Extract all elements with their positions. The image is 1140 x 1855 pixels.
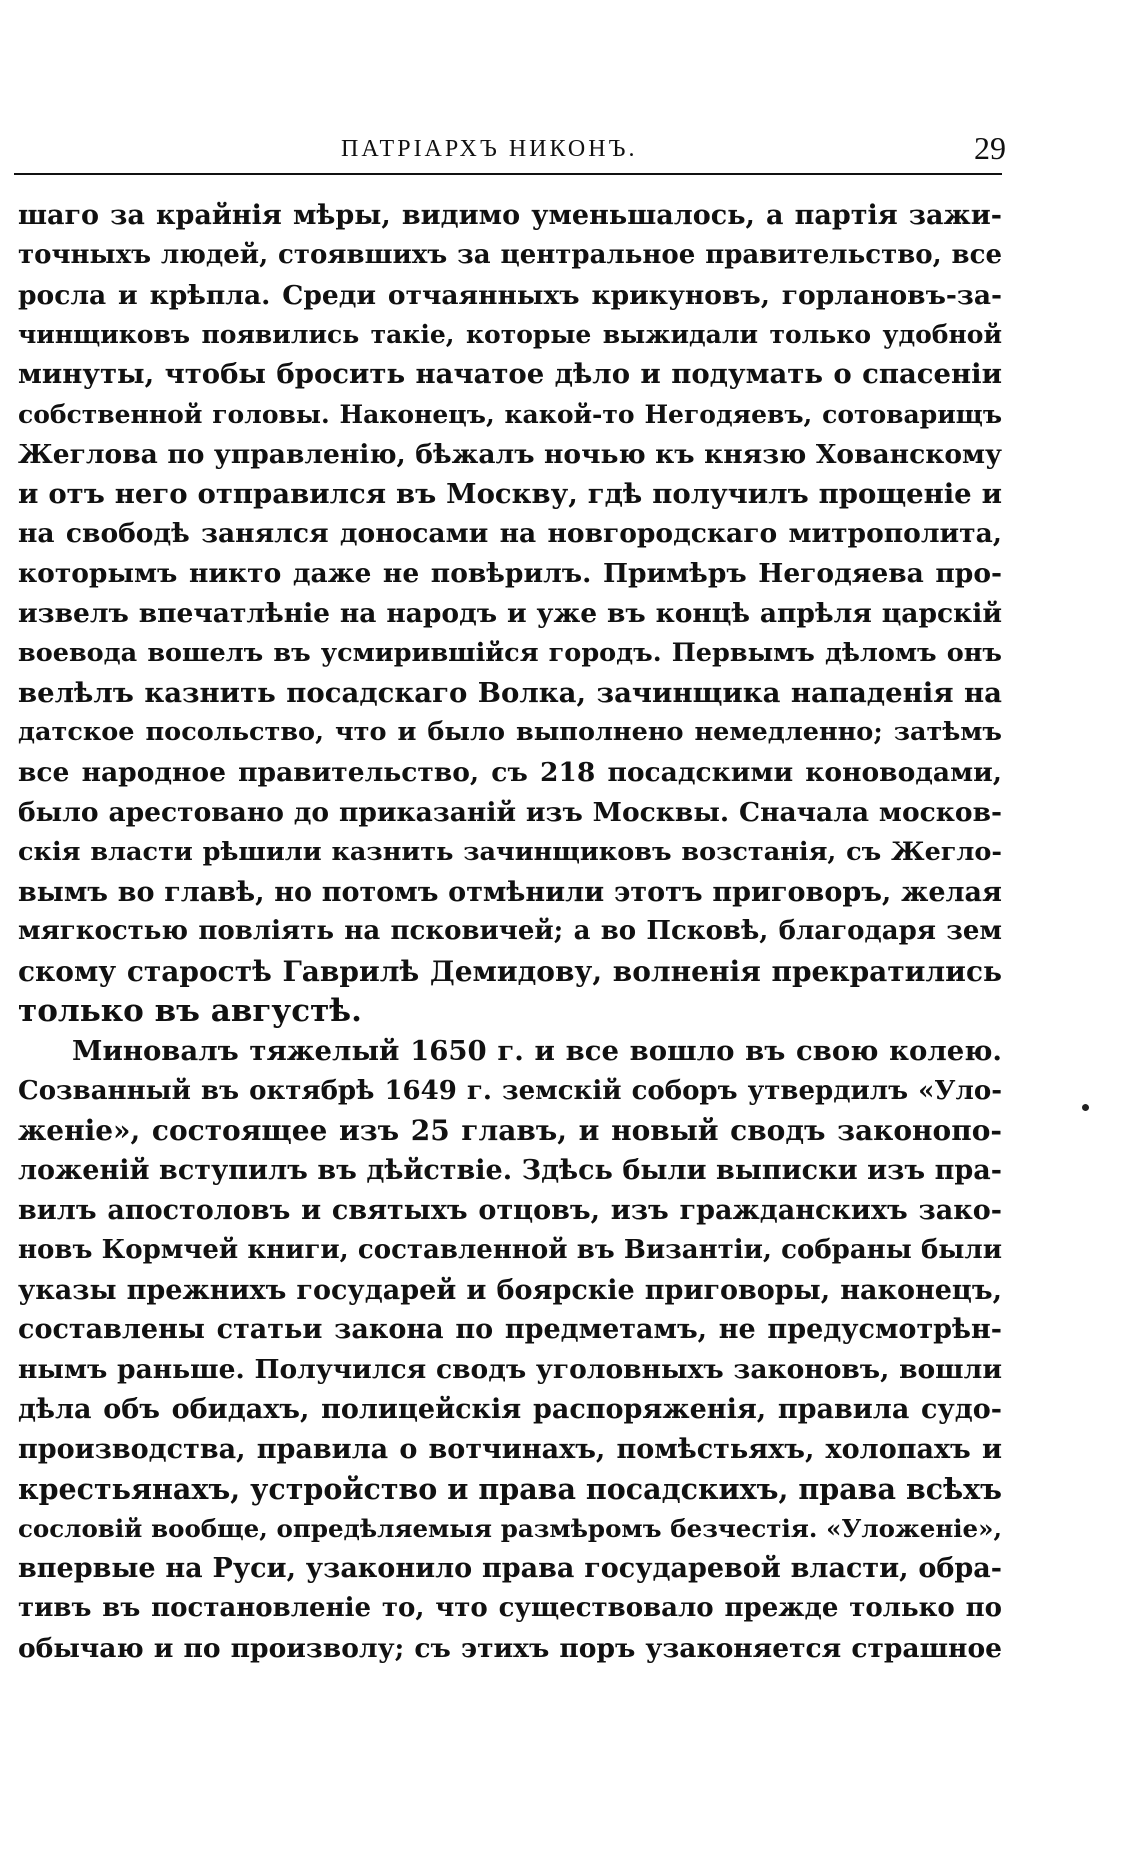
paragraph-2: [18, 1032, 1002, 1669]
text-line: минуты, чтобы бросить начатое дѣло и подумать о спасеніи: [18, 358, 1002, 391]
text-line: мягкостью повліять на псковичей; а во Псковѣ, благодаря зем: [18, 916, 1002, 947]
text-line: велѣлъ казнить посадскаго Волка, зачинщика нападенія на: [18, 676, 1002, 709]
text-line: женіе», состоящее изъ 25 главъ, и новый сводъ законопо-: [18, 1114, 1002, 1148]
text-line: указы прежнихъ государей и боярскіе приговоры, наконецъ,: [18, 1274, 1002, 1306]
text-line: было арестовано до приказаній изъ Москвы. Сначала москов-: [18, 796, 1002, 828]
text-line: скія власти рѣшили казнить зачинщиковъ возстанія, съ Жегло-: [18, 836, 1002, 867]
text-line: все народное правительство, съ 218 посадскими коноводами,: [18, 757, 1002, 789]
text-line: скому старостѣ Гаврилѣ Демидову, волненія прекратились: [18, 955, 1002, 989]
text-line: Жеглова по управленію, бѣжалъ ночью къ князю Хованскому: [18, 438, 1002, 470]
text-line: крестьянахъ, устройство и права посадскихъ, права всѣхъ: [18, 1471, 1002, 1506]
text-line: только въ августѣ.: [18, 992, 362, 1029]
text-line: и отъ него отправился въ Москву, гдѣ получилъ прощеніе и: [18, 477, 1002, 510]
text-line: Созванный въ октябрѣ 1649 г. земскій соборъ утвердилъ «Уло-: [18, 1075, 1002, 1106]
text-line: вымъ во главѣ, но потомъ отмѣнили этотъ приговоръ, желая: [18, 876, 1002, 908]
text-line: обычаю и по произволу; съ этихъ поръ узаконяется страшное: [18, 1632, 1002, 1664]
text-line: датское посольство, что и было выполнено немедленно; затѣмъ: [18, 717, 1002, 748]
text-line: воевода вошелъ въ усмирившійся городъ. Первымъ дѣломъ онъ: [18, 637, 1002, 668]
text-line: тивъ въ постановленіе то, что существовало прежде только по: [18, 1592, 1002, 1623]
text-line: которымъ никто даже не повѣрилъ. Примѣръ Негодяева про-: [18, 558, 1002, 590]
text-line: точныхъ людей, стоявшихъ за центральное правительство, все: [18, 239, 1002, 270]
text-line: впервые на Руси, узаконило права государевой власти, обра-: [18, 1553, 1002, 1585]
text-line: росла и крѣпла. Среди отчаянныхъ крикуновъ, горлановъ-за-: [18, 279, 1002, 311]
text-line: новъ Кормчей книги, составленной въ Византіи, собраны были: [18, 1234, 1002, 1265]
text-line: нымъ раньше. Получился сводъ уголовныхъ законовъ, вошли: [18, 1354, 1002, 1386]
text-line: собственной головы. Наконецъ, какой-то Негодяевъ, сотоварищъ: [18, 399, 1002, 429]
text-line: шаго за крайнія мѣры, видимо уменьшалось, а партія зажи-: [18, 200, 1002, 231]
header-rule: [14, 173, 1002, 175]
body-text: [18, 196, 1002, 1668]
running-title: ПАТРІАРХЪ НИКОНЪ.: [341, 136, 638, 162]
text-line: ложеній вступилъ въ дѣйствіе. Здѣсь были выписки изъ пра-: [18, 1155, 1002, 1187]
paragraph-1: [18, 196, 1002, 1032]
text-line: сословій вообще, опредѣляемыя размѣромъ безчестія. «Уложеніе»,: [18, 1514, 1002, 1544]
text-line: производства, правила о вотчинахъ, помѣстьяхъ, холопахъ и: [18, 1433, 1002, 1465]
ink-speck: [1081, 1103, 1090, 1112]
text-line: извелъ впечатлѣніе на народъ и уже въ концѣ апрѣля царскій: [18, 597, 1002, 629]
page-header: [16, 132, 1006, 176]
page-number: 29: [974, 130, 1006, 166]
text-line: чинщиковъ появились такіе, которые выжидали только удобной: [18, 320, 1002, 350]
text-line: Миновалъ тяжелый 1650 г. и все вошло въ свою колею.: [72, 1034, 1002, 1067]
text-line: на свободѣ занялся доносами на новгородскаго митрополита,: [18, 518, 1002, 550]
text-line: дѣла объ обидахъ, полицейскія распоряженія, правила судо-: [18, 1393, 1002, 1425]
text-line: составлены статьи закона по предметамъ, не предусмотрѣн-: [18, 1314, 1002, 1346]
text-line: вилъ апостоловъ и святыхъ отцовъ, изъ гражданскихъ зако-: [18, 1194, 1002, 1226]
